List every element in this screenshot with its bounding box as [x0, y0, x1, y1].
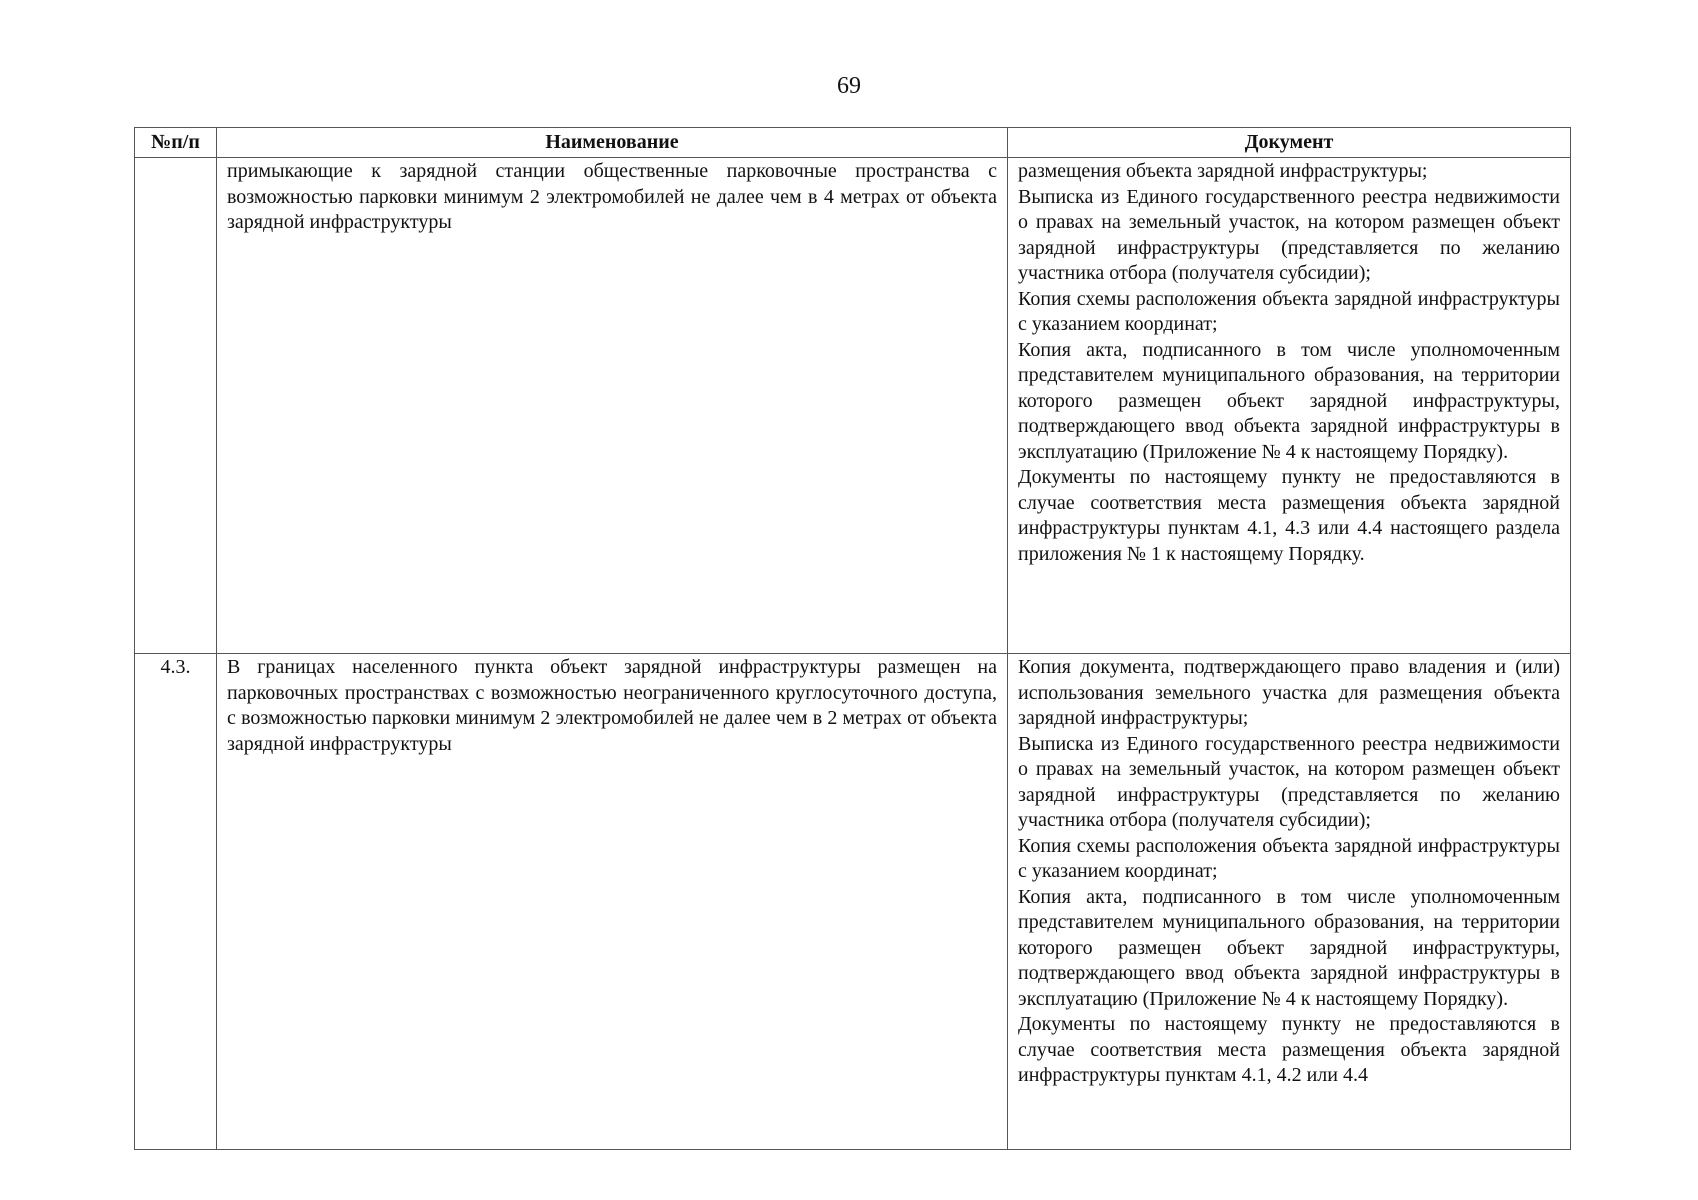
page-number: 69	[837, 73, 861, 99]
document-item: Копия документа, подтверждающего право владения и (или) использования земельного участка для размещения объекта зарядной инфраструктуры;	[1018, 656, 1560, 729]
column-header-number: №п/п	[135, 128, 217, 158]
table-row	[135, 654, 1571, 1150]
row-number	[135, 158, 217, 654]
document-item: Выписка из Единого государственного реестра недвижимости о правах на земельный участок, на котором размещен объект зарядной инфраструктуры (представляется по желанию участника отбора (получателя субсидии);	[1018, 185, 1560, 284]
document-item: Копия акта, подписанного в том числе уполномоченным представителем муниципального образования, на территории которого размещен объект зарядной инфраструктуры, подтверждающего ввод объекта зарядной инфраструктуры в эксплуатацию (Приложение № 4 к настоящему Порядку).	[1018, 338, 1560, 463]
requirements-table	[134, 127, 1571, 1150]
document-item: Копия акта, подписанного в том числе уполномоченным представителем муниципального образования, на территории которого размещен объект зарядной инфраструктуры, подтверждающего ввод объекта зарядной инфраструктуры в эксплуатацию (Приложение № 4 к настоящему Порядку).	[1018, 885, 1560, 1010]
table-row	[135, 158, 1571, 654]
column-header-document: Документ	[1008, 128, 1571, 158]
document-item: Документы по настоящему пункту не предоставляются в случае соответствия места размещения объекта зарядной инфраструктуры пунктам 4.1, 4.3 или 4.4 настоящего раздела приложения № 1 к настоящему Порядку.	[1018, 466, 1560, 565]
column-header-name: Наименование	[217, 128, 1008, 158]
row-documents	[1008, 158, 1571, 654]
document-item: Документы по настоящему пункту не предоставляются в случае соответствия места размещения объекта зарядной инфраструктуры пунктам 4.1, 4.2 или 4.4	[1018, 1013, 1560, 1086]
document-item: размещения объекта зарядной инфраструктуры;	[1018, 160, 1428, 182]
row-documents	[1008, 654, 1571, 1150]
document-item: Копия схемы расположения объекта зарядной инфраструктуры с указанием координат;	[1018, 834, 1560, 882]
row-number: 4.3.	[135, 654, 217, 1150]
row-name: примыкающие к зарядной станции общественные парковочные пространства с возможностью парковки минимум 2 электромобилей не далее чем в 4 метрах от объекта зарядной инфраструктуры	[217, 158, 1008, 654]
document-item: Копия схемы расположения объекта зарядной инфраструктуры с указанием координат;	[1018, 287, 1560, 335]
table-header-row	[135, 128, 1571, 158]
row-name: В границах населенного пункта объект зарядной инфраструктуры размещен на парковочных пространствах с возможностью неограниченного круглосуточного доступа, с возможностью парковки минимум 2 электромобилей не далее чем в 2 метрах от объекта зарядной инфраструктуры	[217, 654, 1008, 1150]
document-item: Выписка из Единого государственного реестра недвижимости о правах на земельный участок, на котором размещен объект зарядной инфраструктуры (представляется по желанию участника отбора (получателя субсидии);	[1018, 732, 1560, 831]
